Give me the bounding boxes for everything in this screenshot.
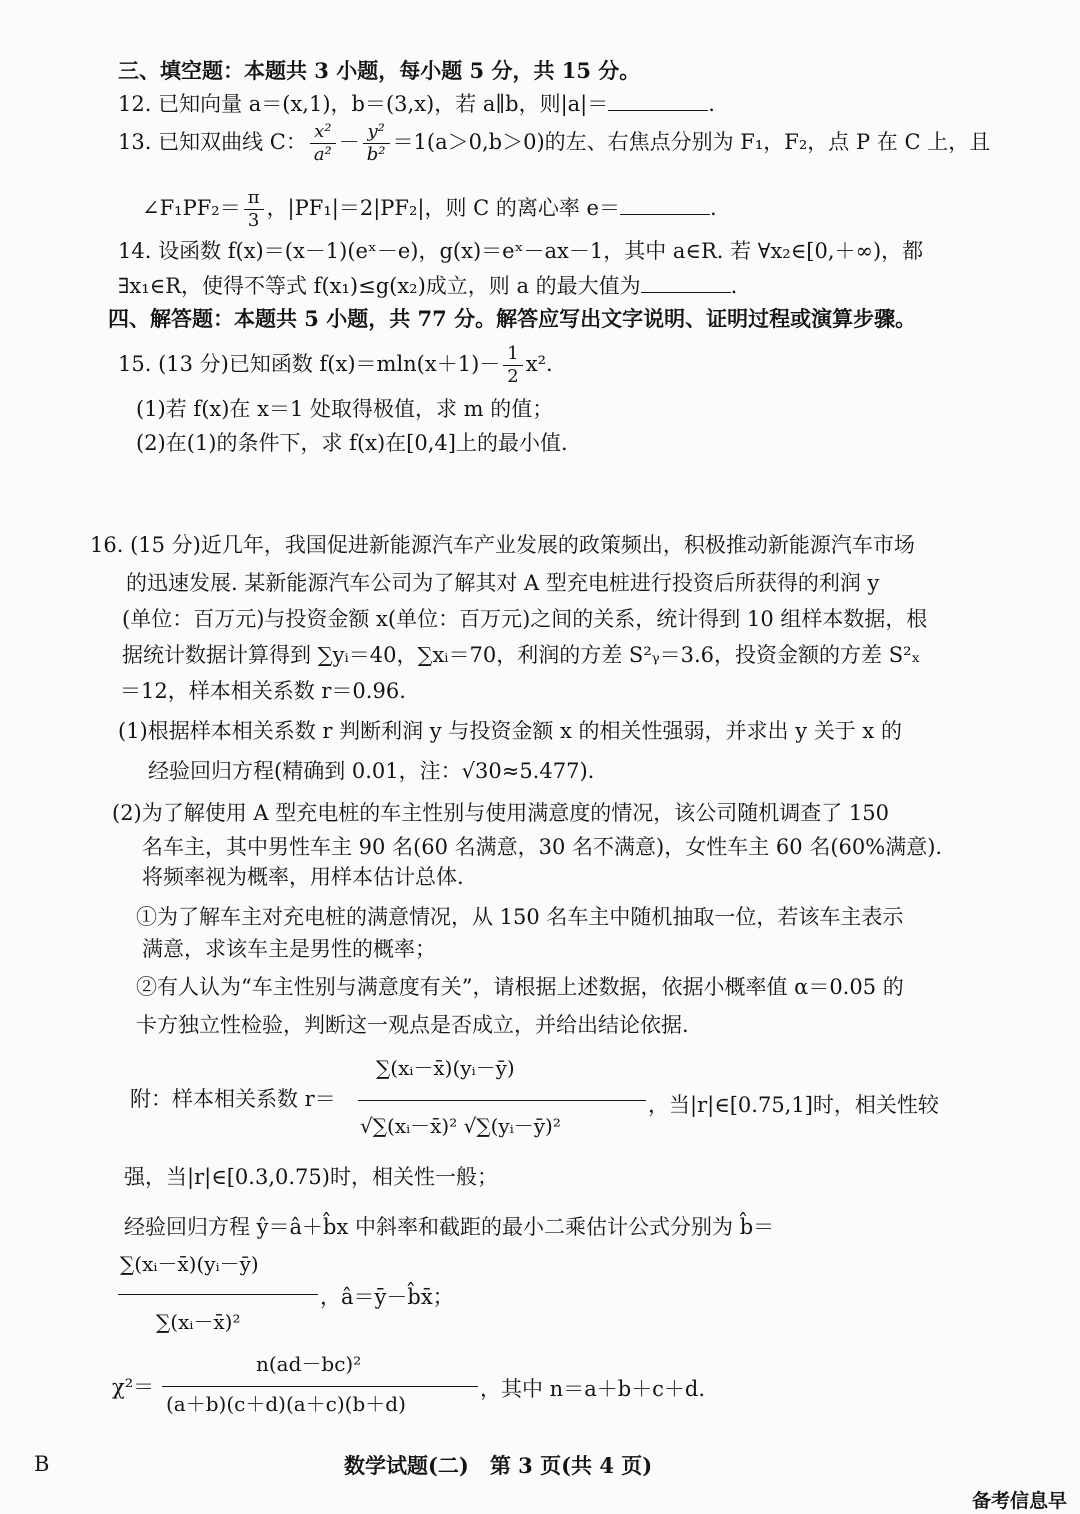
question-12 [118,88,715,119]
question-13-stem-a: 13. 已知双曲线 C： [118,130,307,154]
appendix-r-condition-1: ，当|r|∈[0.75,1]时，相关性较 [648,1093,939,1117]
watermark-text: 备考信息早 [972,1490,1068,1512]
question-14-line-2 [118,270,737,301]
appendix-chi-label: χ²＝ [112,1375,155,1399]
question-15-part-2: (2)在(1)的条件下，求 f(x)在[0,4]上的最小值. [136,431,568,455]
appendix-a-formula: ，â＝ȳ－b̂x̄； [320,1285,454,1309]
question-15-stem [118,340,553,388]
fraction-pi-3 [244,187,264,232]
appendix-chi-fraction-bar [162,1386,478,1387]
question-13-end: . [709,196,717,220]
appendix-r-condition-2: 强，当|r|∈[0.3,0.75)时，相关性一般； [124,1165,498,1189]
question-12-text: 12. 已知向量 a＝(x,1)，b＝(3,x)，若 a∥b，则|a|＝ [118,92,609,116]
appendix-b-numerator: ∑(xᵢ－x̄)(yᵢ－ȳ) [120,1252,259,1276]
question-16-part-1-line-2: 经验回归方程(精确到 0.01，注：√30≈5.477). [148,759,595,783]
page-footer: 数学试题(二) 第 3 页(共 4 页) [344,1453,653,1478]
question-14-end: . [730,274,738,298]
appendix-r-label: 附：样本相关系数 r＝ [130,1087,336,1111]
question-16-part-2-line-3: 将频率视为概率，用样本估计总体. [142,865,464,889]
appendix-chi-numerator: n(ad－bc)² [256,1352,362,1376]
question-14-text: ∃x₁∈R，使得不等式 f(x₁)≤g(x₂)成立，则 a 的最大值为 [118,274,641,298]
fraction-denominator: 3 [244,209,264,232]
question-14-line-1: 14. 设函数 f(x)＝(x－1)(eˣ－e)，g(x)＝eˣ－ax－1，其中 a∈R. 若 ∀x₂∈[0,＋∞)，都 [118,239,924,263]
fraction-numerator: x² [314,121,332,142]
fraction-numerator: y² [367,121,385,142]
appendix-r-numerator: ∑(xᵢ－x̄)(yᵢ－ȳ) [376,1056,515,1080]
question-16-part-2-line-1: (2)为了解使用 A 型充电桩的车主性别与使用满意度的情况，该公司随机调查了 150 [112,801,890,825]
appendix-chi-denominator: (a＋b)(c＋d)(a＋c)(b＋d) [166,1392,406,1416]
appendix-regression-line: 经验回归方程 ŷ＝â＋b̂x 中斜率和截距的最小二乘估计公式分别为 b̂＝ [124,1215,775,1239]
answer-blank-14 [641,270,731,293]
paper-version-label: B [34,1452,50,1476]
question-16-line-4: 据统计数据计算得到 ∑yᵢ＝40，∑xᵢ＝70，利润的方差 S²ᵧ＝3.6，投资金额的方差 S²ₓ [122,643,921,667]
fraction-numerator: 1 [507,343,519,364]
question-13-line-2 [142,184,717,232]
fraction-denominator: 2 [503,365,522,388]
question-16-item-2-line-2: 卡方独立性检验，判断这一观点是否成立，并给出结论依据. [136,1013,689,1037]
question-13-stem-b: ＝1(a＞0,b＞0)的左、右焦点分别为 F₁，F₂，点 P 在 C 上，且 [392,130,991,154]
question-16-line-3: (单位：百万元)与投资金额 x(单位：百万元)之间的关系，统计得到 10 组样本数据，根 [122,607,928,631]
appendix-b-denominator: ∑(xᵢ－x̄)² [156,1310,241,1334]
question-16-line-2: 的迅速发展. 某新能源汽车公司为了解其对 A 型充电桩进行投资后所获得的利润 y [126,571,880,595]
question-15-stem-a: 15. (13 分)已知函数 f(x)＝mln(x＋1)－ [118,352,501,376]
answer-blank-12 [608,88,708,111]
appendix-chi-after: ，其中 n＝a＋b＋c＋d. [480,1377,706,1401]
question-13-angle: ∠F₁PF₂＝ [142,196,241,220]
fraction-denominator: b² [363,143,390,166]
fraction-1-2 [503,343,522,388]
question-13-line-1 [118,118,990,166]
question-16-part-2-line-2: 名车主，其中男性车主 90 名(60 名满意，30 名不满意)，女性车主 60 名(60%满意). [142,835,943,859]
question-12-end: . [708,92,715,116]
fraction-x2-a2 [310,121,336,166]
fraction-numerator: π [247,187,260,208]
question-16-line-5: ＝12，样本相关系数 r＝0.96. [120,679,406,703]
appendix-b-fraction-bar [118,1294,318,1295]
minus-sign: － [338,130,360,154]
section-4-heading: 四、解答题：本题共 5 小题，共 77 分。解答应写出文字说明、证明过程或演算步骤。 [108,306,917,331]
appendix-r-denominator: √∑(xᵢ－x̄)² √∑(yᵢ－ȳ)² [360,1114,561,1138]
answer-blank-13 [620,192,710,215]
question-13-condition: ，|PF₁|＝2|PF₂|，则 C 的离心率 e＝ [266,196,620,220]
question-16-item-2-line-1: ②有人认为“车主性别与满意度有关”，请根据上述数据，依据小概率值 α＝0.05 的 [136,975,904,999]
question-16-item-1-line-1: ①为了解车主对充电桩的满意情况，从 150 名车主中随机抽取一位，若该车主表示 [136,905,904,929]
question-16-line-1: 16. (15 分)近几年，我国促进新能源汽车产业发展的政策频出，积极推动新能源汽车市场 [90,533,915,557]
appendix-r-fraction-bar [358,1100,646,1101]
fraction-y2-b2 [363,121,390,166]
question-15-stem-b: x². [525,352,553,376]
question-16-item-1-line-2: 满意，求该车主是男性的概率； [142,937,436,961]
fraction-denominator: a² [310,143,336,166]
question-15-part-1: (1)若 f(x)在 x＝1 处取得极值，求 m 的值； [136,397,554,421]
question-16-part-1-line-1: (1)根据样本相关系数 r 判断利润 y 与投资金额 x 的相关性强弱，并求出 y 关于 x 的 [118,719,902,743]
section-3-heading: 三、填空题：本题共 3 小题，每小题 5 分，共 15 分。 [118,58,641,83]
